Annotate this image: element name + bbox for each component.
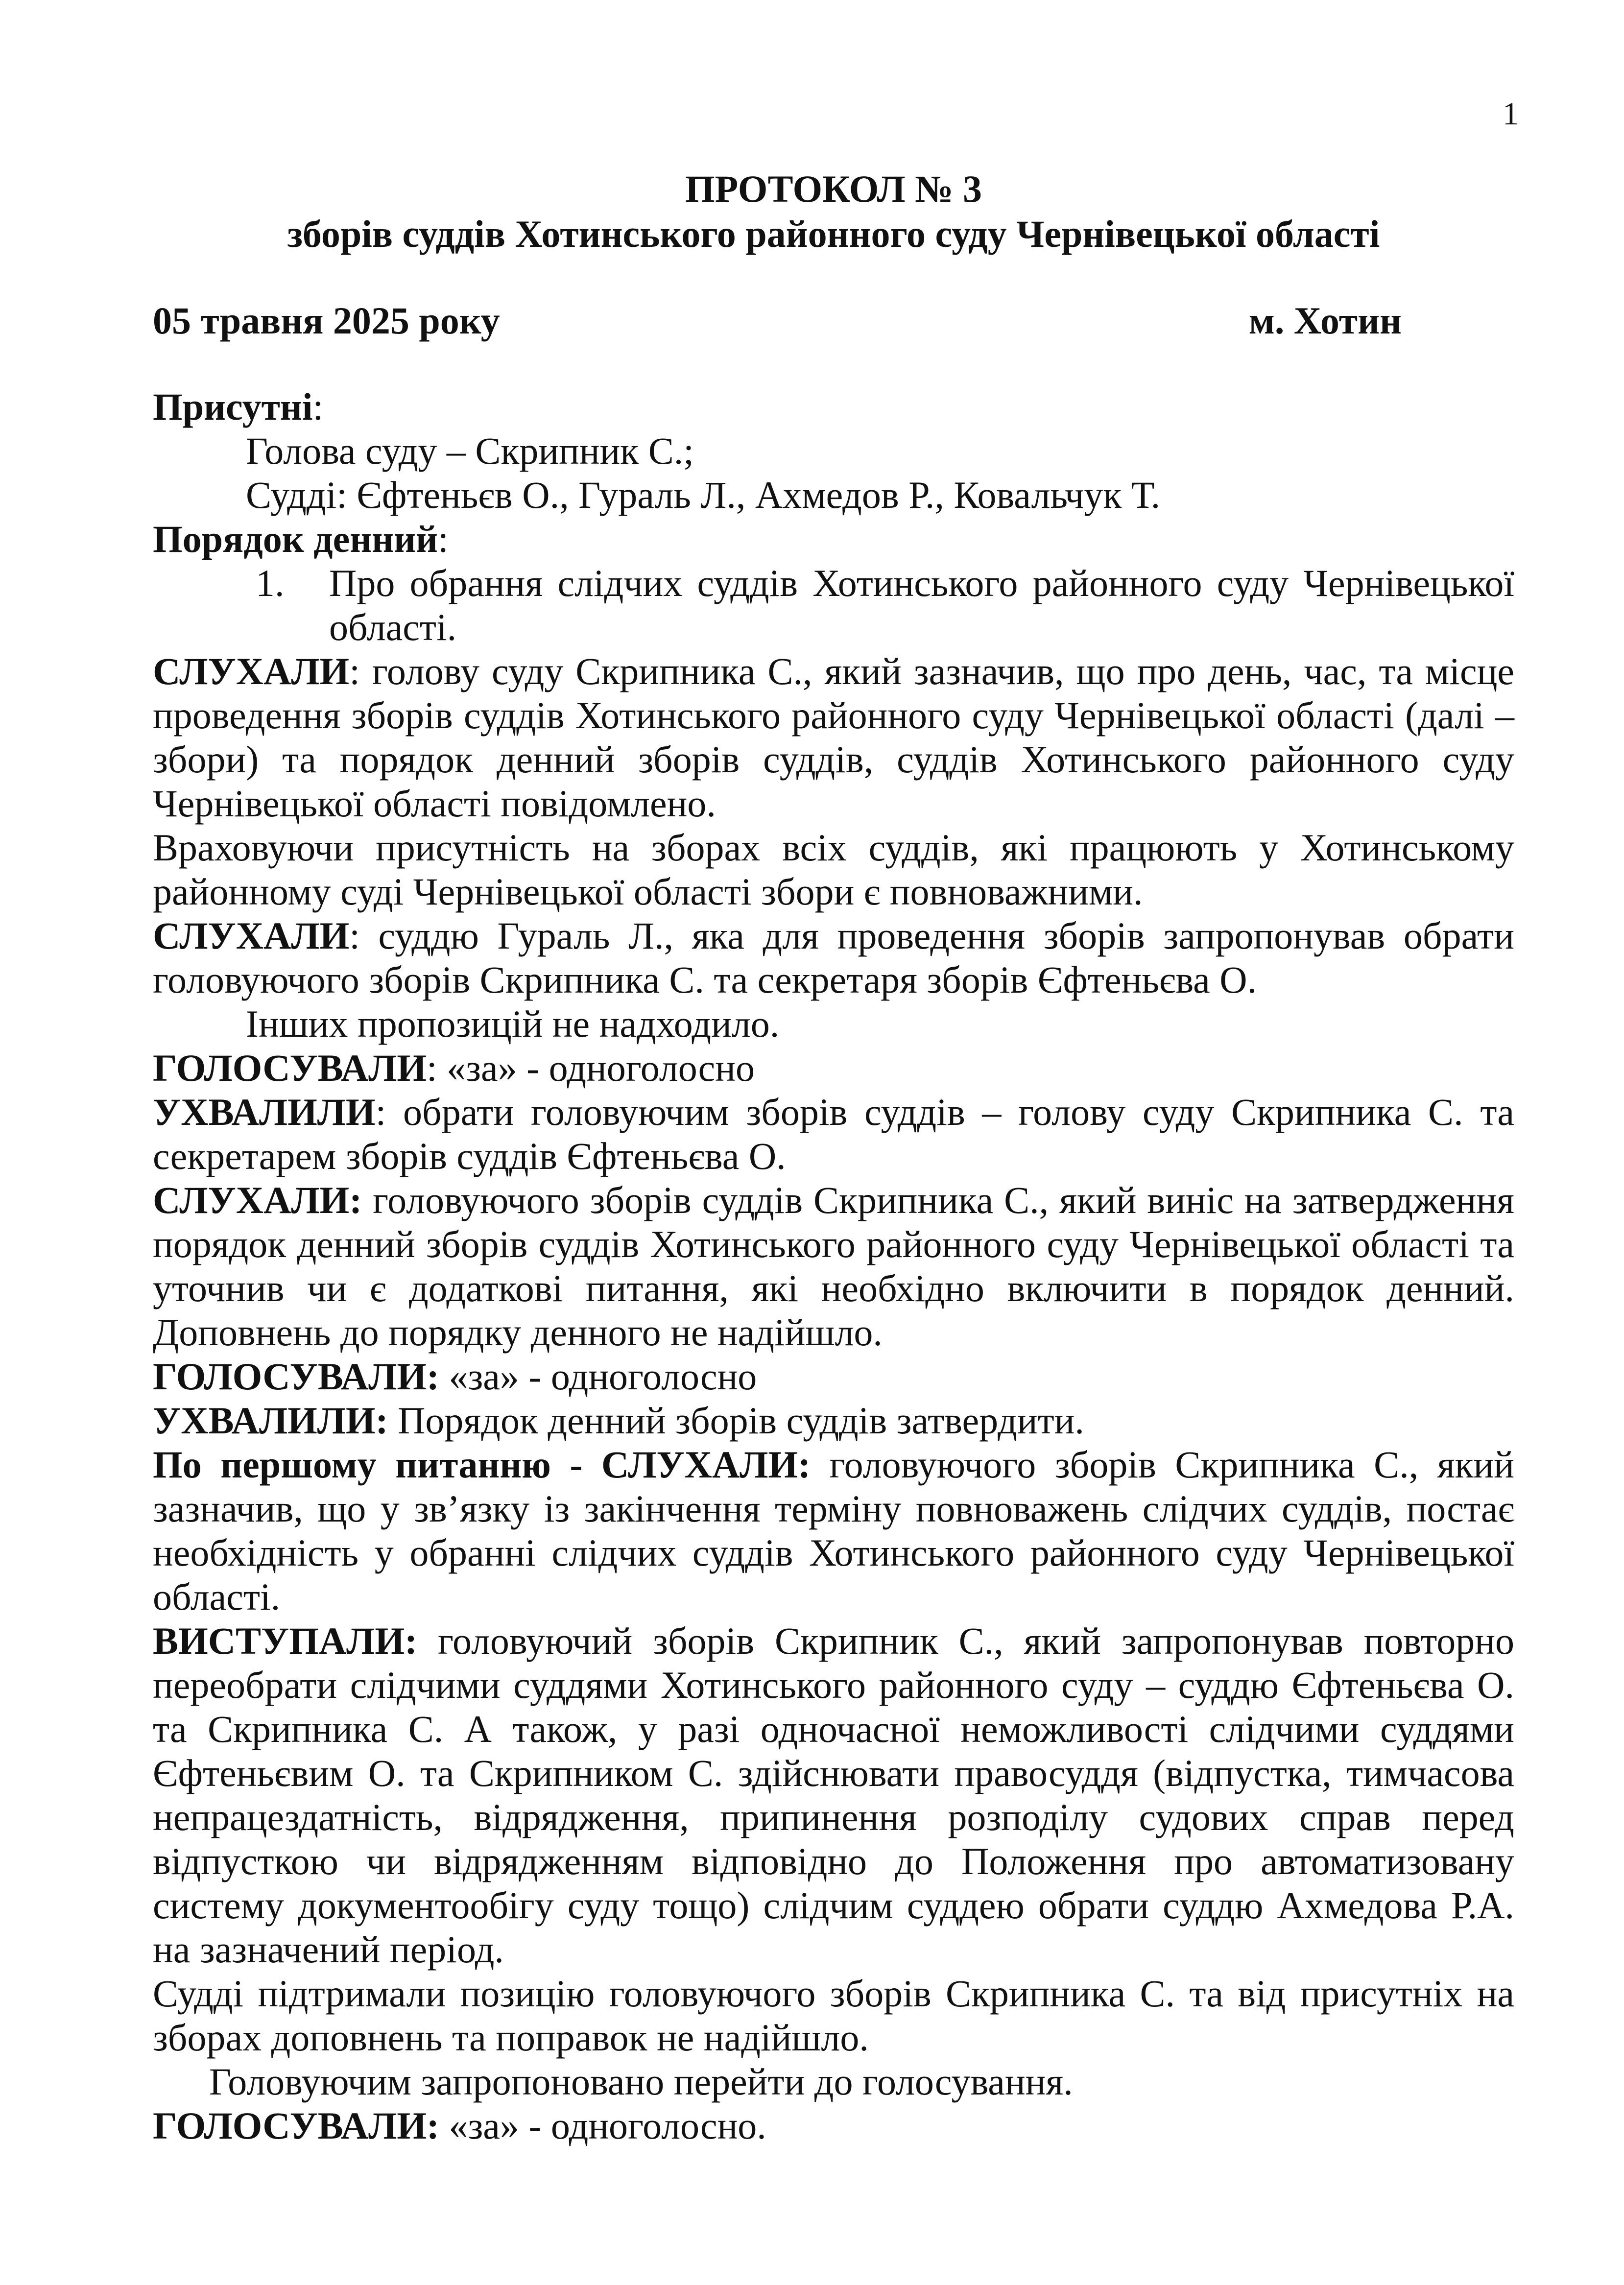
block-text: «за» - одноголосно [439,1355,757,1398]
block-label: ВИСТУПАЛИ: [153,1619,418,1662]
date-place-row [153,299,1514,343]
document-subtitle: зборів суддів Хотинського районного суду Чернівецької області [287,213,1380,255]
block-quorum: Враховуючи присутність на зборах всіх суддів, які працюють у Хотинському районному суді Чернівецької області збори є повноважними. [153,826,1514,913]
agenda-item-text: Про обрання слідчих суддів Хотинського районного суду Чернівецької області. [329,562,1514,648]
block-proposal-vote: Головуючим запропоновано перейти до голосування. [209,2060,1073,2103]
block-label: УХВАЛИЛИ: [153,1399,388,1442]
agenda-item-number: 1. [256,562,285,604]
block-support: Судді підтримали позицію головуючого зборів Скрипника С. та від присутніх на зборах доповнень та поправок не надійшло. [153,1972,1514,2059]
block-text: Порядок денний зборів суддів затвердити. [388,1399,1084,1442]
block-voted-1 [153,1046,1514,1090]
block-sep: : [427,1047,437,1089]
block-resolved-2 [153,1399,1514,1443]
block-no-proposals: Інших пропозицій не надходило. [246,1002,780,1045]
block-label: СЛУХАЛИ [153,650,350,692]
document-body [153,167,1514,2148]
agenda-colon: : [438,518,449,560]
block-label: ГОЛОСУВАЛИ: [153,1355,439,1398]
block-spoke [153,1619,1514,1972]
attendance-chair: Голова суду – Скрипник С.; [246,429,694,472]
attendance-colon: : [312,385,324,428]
block-label: ГОЛОСУВАЛИ [153,1047,427,1089]
block-sep: : [349,914,360,957]
agenda-label: Порядок денний [153,518,438,560]
block-voted-2 [153,1355,1514,1399]
block-text: обрати головуючим зборів суддів – голову суду Скрипника С. та секретарем зборів суддів Єфтеньєва О. [153,1091,1514,1177]
block-resolved-1 [153,1090,1514,1178]
document-date: 05 травня 2025 року [153,299,500,342]
block-voted-3 [153,2104,1514,2148]
page-number: 1 [1503,96,1519,132]
block-label: УХВАЛИЛИ [153,1091,376,1133]
agenda-heading [153,517,1514,561]
document-place: м. Хотин [1248,299,1402,342]
block-text: голову суду Скрипника С., який зазначив, що про день, час, та місце проведення зборів суддів Хотинського районного суду Чернівецької області (далі – збори) та порядок денний зборів суддів, суддів Хотинського районного суду Чернівецької області повідомлено. [153,650,1514,825]
agenda-item [153,561,1514,649]
block-text: суддю Гураль Л., яка для проведення зборів запропонував обрати головуючого зборів Скрипника С. та секретаря зборів Єфтеньєва О. [153,914,1514,1001]
block-label: ГОЛОСУВАЛИ: [153,2104,439,2147]
block-heard-3 [153,1178,1514,1355]
block-label: СЛУХАЛИ: [153,1179,362,1221]
block-label: По першому питанню - СЛУХАЛИ: [153,1443,811,1486]
attendance-label: Присутні [153,385,313,428]
attendance-judges: Судді: Єфтеньєв О., Гураль Л., Ахмедов Р., Ковальчук Т. [246,474,1161,516]
attendance-heading [153,385,1514,429]
block-sep: : [375,1091,386,1133]
block-heard-1 [153,649,1514,826]
block-first-question [153,1443,1514,1619]
block-text: головуючого зборів суддів Скрипника С., який виніс на затвердження порядок денний зборів суддів Хотинського районного суду Чернівецької області та уточнив чи є додаткові питання, які необхідно включити в порядок денний. Доповнень до порядку денного не надійшло. [153,1179,1514,1354]
block-text: «за» - одноголосно [437,1047,755,1089]
block-label: СЛУХАЛИ [153,914,350,957]
block-heard-2 [153,914,1514,1002]
block-text: «за» - одноголосно. [439,2104,766,2147]
block-text: головуючий зборів Скрипник С., який запропонував повторно переобрати слідчими суддями Хотинського районного суду – суддю Єфтеньєва О. та Скрипника С. А також, у разі одночасної неможливості слідчими суддями Єфтеньєвим О. та Скрипником С. здійснювати правосуддя (відпустка, тимчасова непрацездатність, відрядження, припинення розподілу судових справ перед відпусткою чи відрядженням відповідно до Положення про автоматизовану систему документообігу суду тощо) слідчим суддею обрати суддю Ахмедова Р.А. на зазначений період. [153,1619,1514,1971]
block-text: головуючого зборів Скрипника С., який зазначив, що у зв’язку із закінчення терміну повноважень слідчих суддів, постає необхідність у обранні слідчих суддів Хотинського районного суду Чернівецької області. [153,1443,1514,1618]
block-sep: : [349,650,360,692]
document-title: ПРОТОКОЛ № 3 [685,167,982,210]
